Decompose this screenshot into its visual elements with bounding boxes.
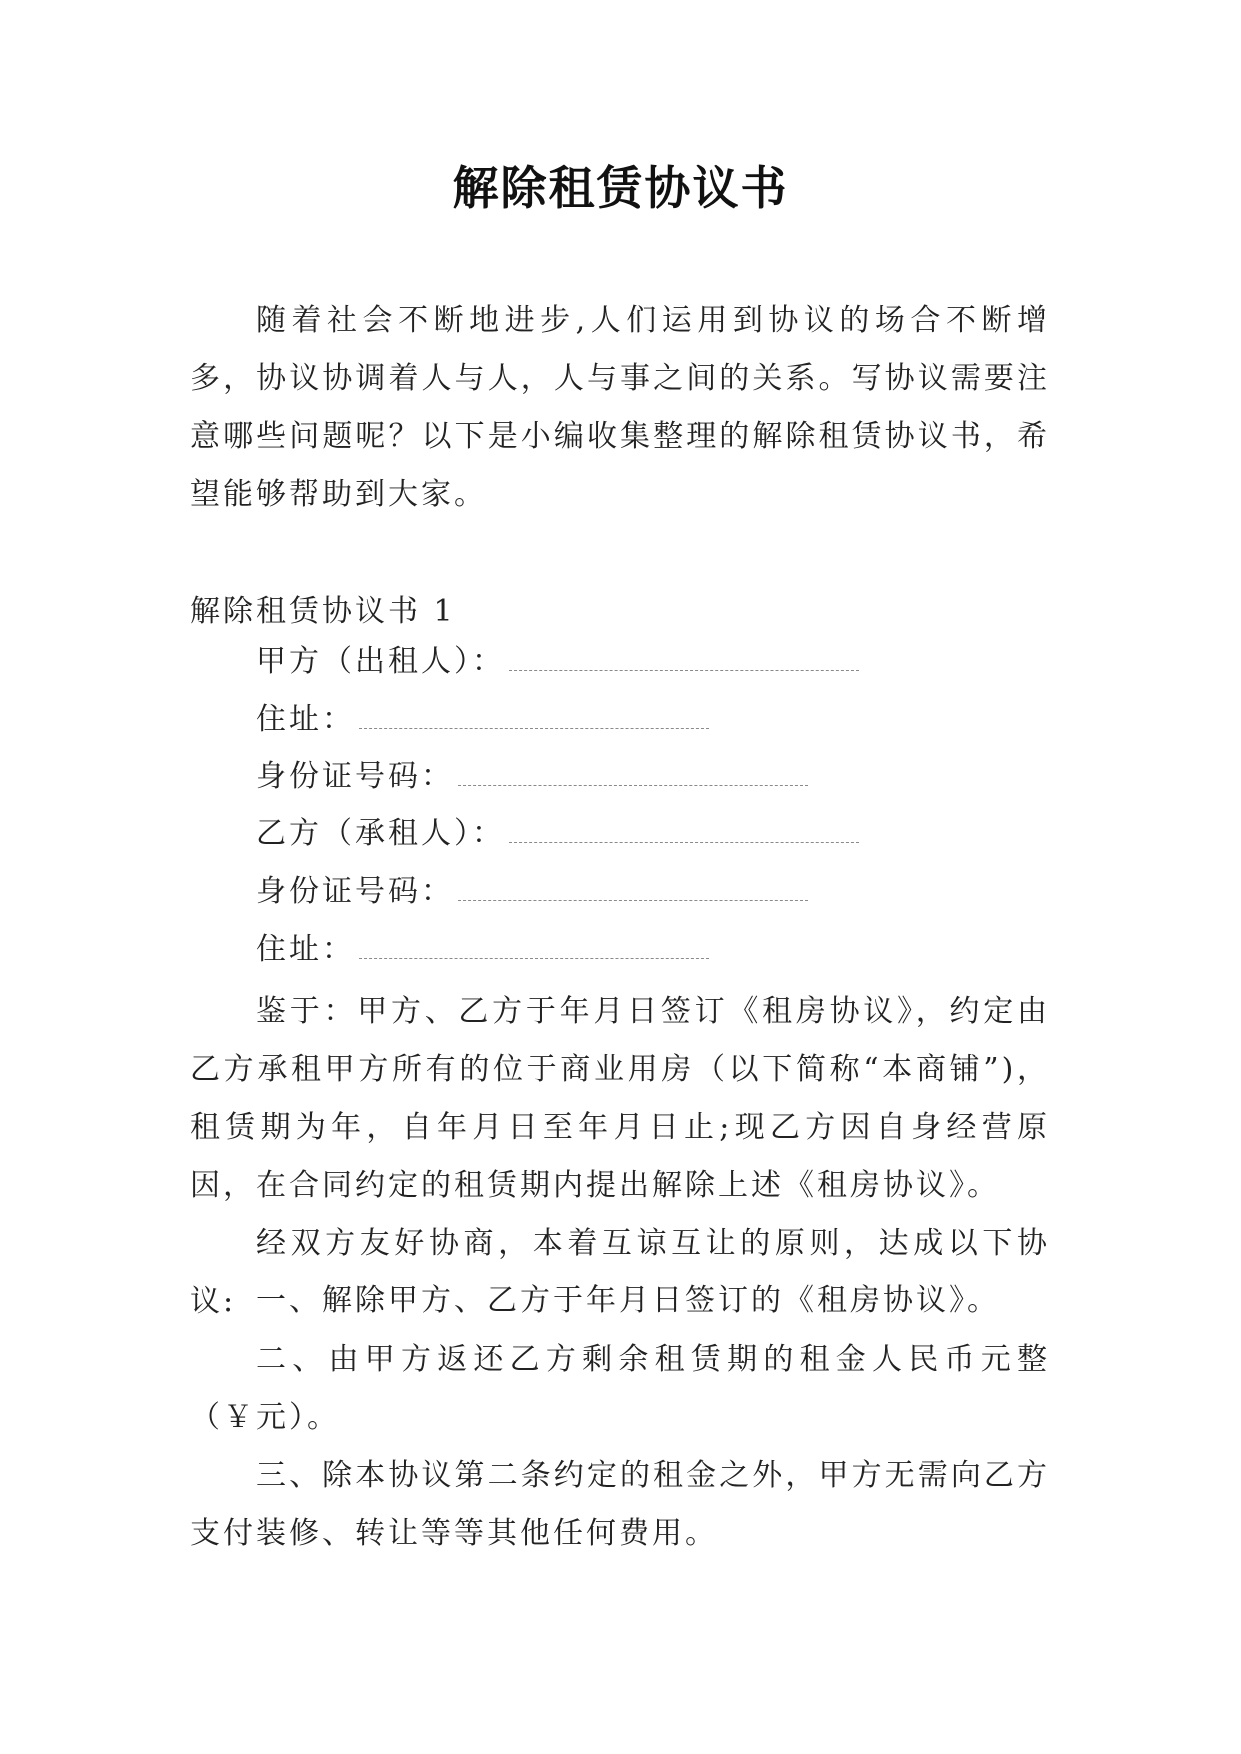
field-lessor-address: [256, 700, 709, 740]
field-lessor: [256, 642, 859, 682]
blank-line: [458, 874, 808, 901]
intro-paragraph: 随着社会不断地进步,人们运用到协议的场合不断增多，协议协调着人与人，人与事之间的关系。写协议需要注意哪些问题呢？以下是小编收集整理的解除租赁协议书，希望能够帮助到大家。: [190, 303, 1050, 512]
clause-1: 一、解除甲方、乙方于年月日签订的《租房协议》。: [256, 1283, 1000, 1318]
clause-2: 二、由甲方返还乙方剩余租赁期的租金人民币元整（￥元）。: [190, 1342, 1050, 1435]
blank-line: [509, 644, 859, 671]
blank-line: [359, 702, 709, 729]
field-label: 住址：: [256, 932, 355, 967]
field-label: 住址：: [256, 702, 355, 737]
section-heading: 解除租赁协议书 1: [190, 594, 456, 629]
field-lessee: [256, 814, 859, 854]
clause-3: 三、除本协议第二条约定的租金之外，甲方无需向乙方支付装修、转让等等其他任何费用。: [190, 1458, 1050, 1551]
whereas-paragraph: 鉴于：甲方、乙方于年月日签订《租房协议》，约定由乙方承租甲方所有的位于商业用房（以下简称“本商铺”)，租赁期为年，自年月日至年月日止;现乙方因自身经营原因，在合同约定的租赁期内提出解除上述《租房协议》。: [190, 994, 1050, 1203]
field-lessee-id: [256, 872, 808, 912]
agreement-intro: 经双方友好协商，本着互谅互让的原则，达成以下协议:: [190, 1226, 1050, 1319]
blank-line: [458, 759, 808, 786]
field-label: 甲方（出租人）：: [256, 644, 505, 679]
field-lessor-id: [256, 757, 808, 797]
field-lessee-address: [256, 930, 709, 970]
blank-line: [509, 816, 859, 843]
field-label: 身份证号码：: [256, 759, 454, 794]
document-title: 解除租赁协议书: [452, 161, 789, 215]
field-label: 乙方（承租人）：: [256, 816, 505, 851]
blank-line: [359, 932, 709, 959]
field-label: 身份证号码：: [256, 874, 454, 909]
